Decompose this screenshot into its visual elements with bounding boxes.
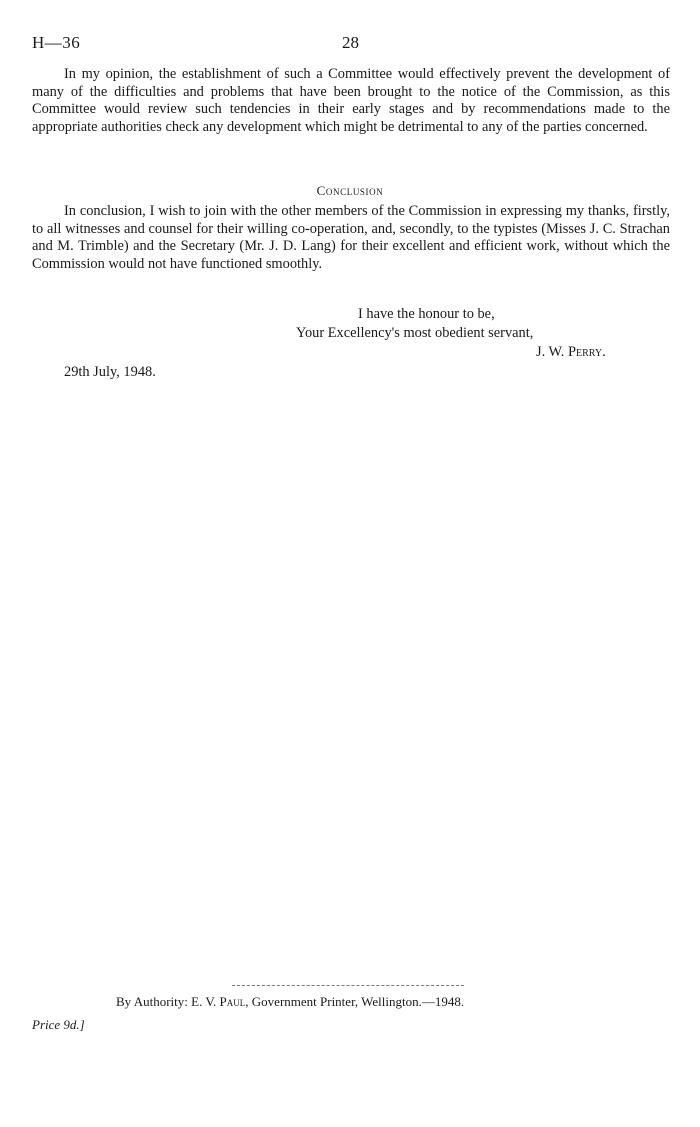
- document-date: 29th July, 1948.: [64, 364, 156, 380]
- section-heading: Conclusion: [316, 183, 384, 198]
- footer-divider: [232, 985, 464, 986]
- closing-line: I have the honour to be,: [358, 306, 495, 322]
- body-paragraph: In my opinion, the establishment of such a Committee would effectively prevent the development of many of the difficulties and problems that have been brought to the notice of the Commission, as this Committee would review such tendencies in their early stages and by recommendations made to the appropriate authorities check any development which might be detrimental to any of the parties concerned.: [32, 66, 670, 135]
- printer-name: E. V. Paul,: [191, 994, 249, 1009]
- printer-imprint: [116, 994, 464, 1010]
- page-number: 28: [342, 33, 359, 52]
- body-paragraph: In conclusion, I wish to join with the other members of the Commission in expressing my thanks, firstly, to all witnesses and counsel for their willing co-operation, and, secondly, to the typistes (Misses J. C. Strachan and M. Trimble) and the Secretary (Mr. J. D. Lang) for their excellent and efficient work, without which the Commission would not have functioned smoothly.: [32, 203, 670, 272]
- closing-line: Your Excellency's most obedient servant,: [296, 325, 534, 341]
- price-note: Price 9d.]: [32, 1017, 85, 1032]
- document-reference: H—36: [32, 33, 81, 52]
- signatory-name: J. W. Perry.: [536, 344, 606, 360]
- imprint-suffix: Government Printer, Wellington.—1948.: [251, 994, 465, 1009]
- imprint-prefix: By Authority:: [116, 994, 188, 1009]
